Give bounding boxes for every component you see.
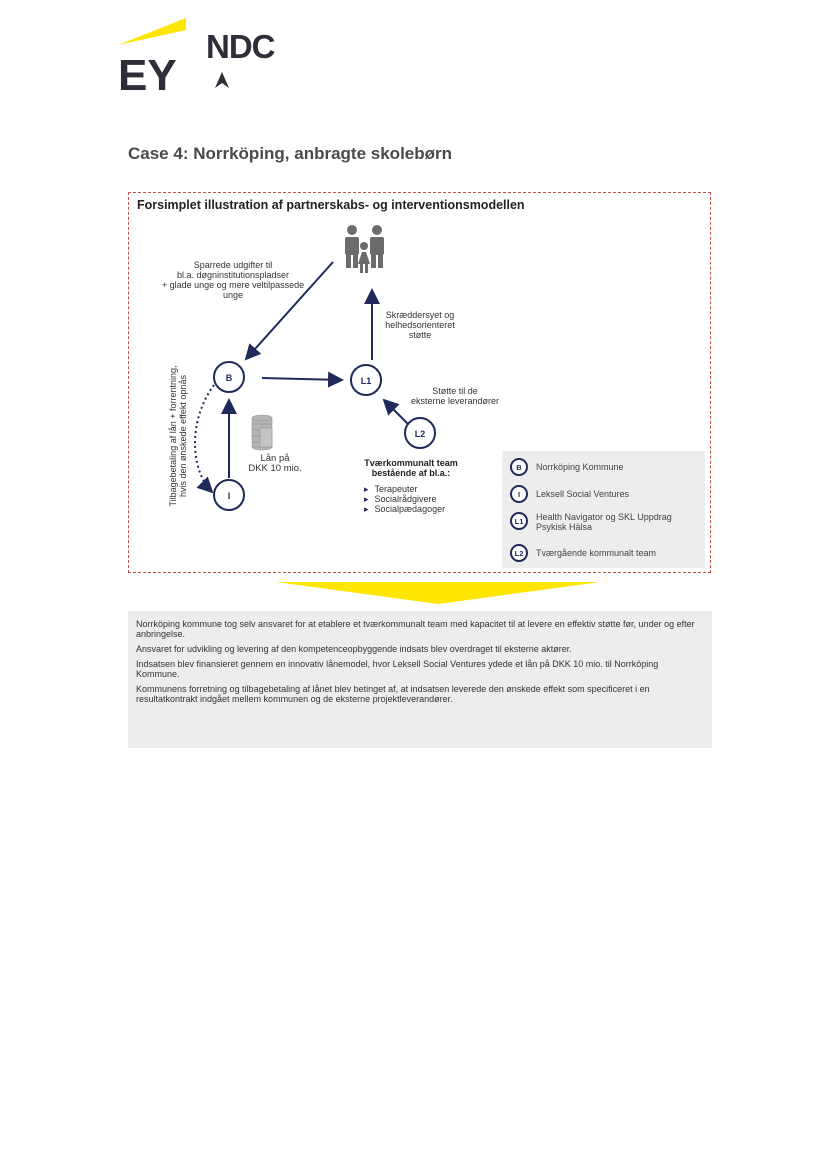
legend-text: Health Navigator og SKL Uppdrag Psykisk Hälsa xyxy=(536,512,672,532)
label-loan: Lån på DKK 10 mio. xyxy=(248,453,302,474)
legend-text: Norrköping Kommune xyxy=(536,462,624,472)
svg-text:L2: L2 xyxy=(414,429,426,439)
label-savings: Sparrede udgifter til bl.a. døgninstitutionspladser + glade unge og mere veltilpassede unge xyxy=(161,260,305,300)
family-icon xyxy=(345,225,384,273)
arrow-b-to-l1 xyxy=(262,378,342,380)
legend-text: Leksell Social Ventures xyxy=(536,489,630,499)
summary-paragraph: Indsatsen blev finansieret gennem en innovativ lånemodel, hvor Leksell Social Ventures ydede et lån på DKK 10 mio. til Norrköping Kommune. xyxy=(136,659,659,679)
label-tailored-support: Skræddersyet og helhedsorienteret støtte xyxy=(385,310,455,340)
legend-row xyxy=(510,512,700,532)
legend-row xyxy=(510,485,629,503)
coin-stack-icon xyxy=(252,415,272,450)
team-item: ▸ Socialpædagoger xyxy=(364,504,445,514)
legend-key: I xyxy=(510,485,528,503)
summary-paragraph: Norrköping kommune tog selv ansvaret for at etablere et tværkommunalt team med kapacitet til at levere en effektiv støtte før, under og efter anbringelse. xyxy=(136,619,695,639)
summary-paragraph: Ansvaret for udvikling og levering af den kompetenceopbyggende indsats blev overdraget til eksterne aktører. xyxy=(136,644,572,654)
case-title: Case 4: Norrköping, anbragte skolebørn xyxy=(128,144,453,163)
legend-row xyxy=(510,458,624,476)
team-item: ▸ Terapeuter xyxy=(364,484,445,494)
team-item: ▸ Socialrådgivere xyxy=(364,494,445,504)
svg-text:B: B xyxy=(225,373,233,383)
team-list xyxy=(364,484,445,514)
node-l2 xyxy=(405,418,435,448)
diagram-title: Forsimplet illustration af partnerskabs- og interventionsmodellen xyxy=(137,198,525,212)
arrow-b-to-i-dotted xyxy=(195,385,214,492)
node-b xyxy=(214,362,244,392)
node-l1 xyxy=(351,365,381,395)
summary-paragraph: Kommunens forretning og tilbagebetaling af lånet blev betinget af, at indsatsen leverede den ønskede effekt som specificeret i en resultatkontrakt indgået mellem kommunen og de eksterne projektleverandører. xyxy=(136,684,650,704)
ndc-logo-text: NDC xyxy=(206,28,275,65)
svg-text:L1: L1 xyxy=(360,376,372,386)
legend-key: L2 xyxy=(510,544,528,562)
ey-logo-text: EY xyxy=(118,51,177,93)
summary-box xyxy=(128,611,712,748)
node-i xyxy=(214,480,244,510)
legend-key: L1 xyxy=(510,512,528,530)
legend-row xyxy=(510,544,656,562)
legend xyxy=(502,451,705,568)
svg-text:I: I xyxy=(227,491,231,501)
label-supplier-support: Støtte til de eksterne leverandører xyxy=(410,386,500,406)
legend-text: Tværgående kommunalt team xyxy=(536,548,657,558)
down-arrow-icon xyxy=(276,582,600,604)
label-repayment: Tilbagebetaling af lån + forrentning, hvis den ønskede effekt opnås xyxy=(168,365,188,507)
legend-key: B xyxy=(510,458,528,476)
team-title: Tværkommunalt team bestående af bl.a.: xyxy=(364,458,458,478)
